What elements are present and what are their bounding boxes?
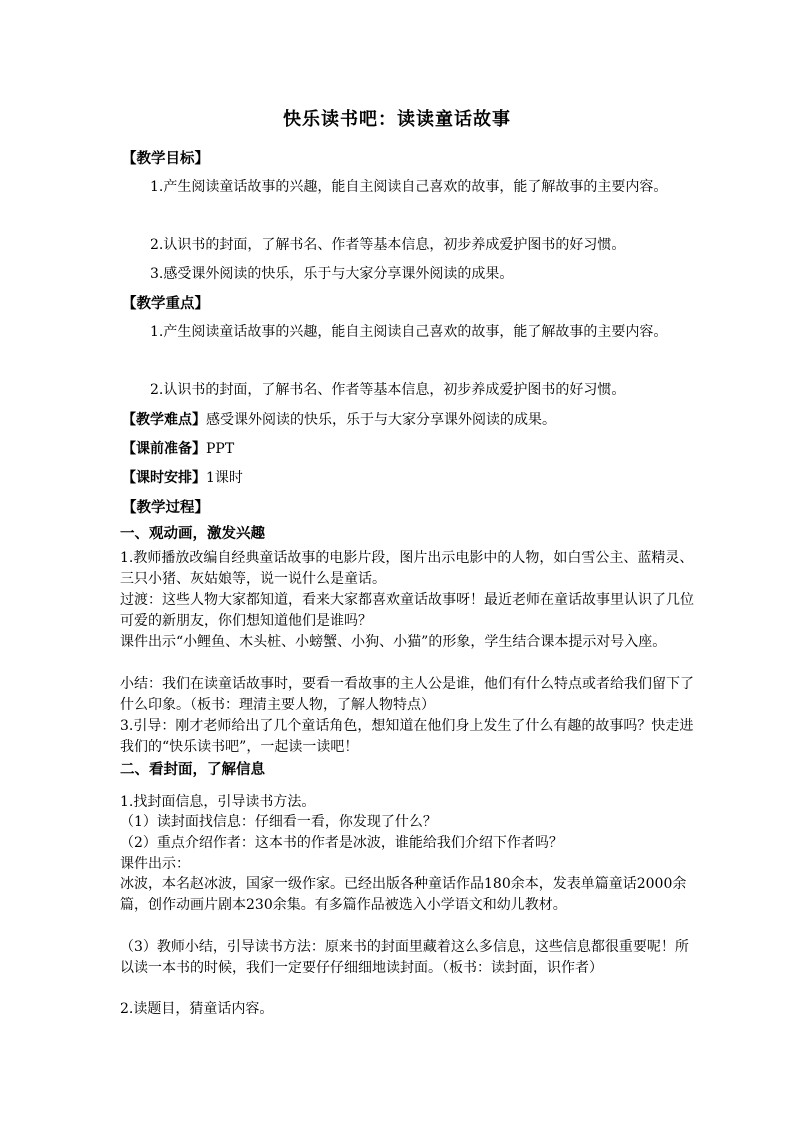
section2-paragraph-4: 课件出示：: [120, 856, 190, 872]
section2-paragraph-2: （1）读封面找信息：仔细看一看，你发现了什么？: [120, 814, 437, 830]
schedule-text: 1课时: [206, 470, 243, 486]
goals-heading: 【教学目标】: [122, 150, 209, 167]
process-heading: 【教学过程】: [122, 499, 209, 516]
section2-paragraph-3: （2）重点介绍作者：这本书的作者是冰波，谁能给我们介绍下作者吗？: [120, 835, 563, 851]
section2-paragraph-6: （3）教师小结，引导读书方法：原来书的封面里藏着这么多信息，这些信息都很重要呢！所以读一本书的时候，我们一定要仔仔细细地读封面。（板书：读封面，识作者）: [120, 939, 689, 976]
goal-item-1: 1.产生阅读童话故事的兴趣，能自主阅读自己喜欢的故事，能了解故事的主要内容。: [150, 179, 668, 195]
section2-paragraph-7: 2.读题目，猜童话内容。: [120, 1001, 274, 1017]
keypoint-item-1: 1.产生阅读童话故事的兴趣，能自主阅读自己喜欢的故事，能了解故事的主要内容。: [150, 324, 668, 340]
section2-paragraph-5: 冰波，本名赵冰波，国家一级作家。已经出版各种童话作品180余本，发表单篇童话2000余篇，创作动画片剧本230余集。有多篇作品被选入小学语文和幼儿教材。: [120, 876, 687, 913]
goal-item-2: 2.认识书的封面，了解书名、作者等基本信息，初步养成爱护图书的好习惯。: [150, 237, 626, 253]
section2-paragraph-1: 1.找封面信息，引导读书方法。: [120, 794, 316, 810]
difficulty-line: [122, 406, 707, 435]
keypoint-item-2: 2.认识书的封面，了解书名、作者等基本信息，初步养成爱护图书的好习惯。: [150, 382, 626, 398]
section1-paragraph-5: 3.引导：刚才老师给出了几个童话角色，想知道在他们身上发生了什么有趣的故事吗？快走进我们的“快乐读书吧”，一起读一读吧！: [120, 718, 694, 755]
keypoints-heading: 【教学重点】: [122, 295, 209, 312]
difficulty-heading: 【教学难点】: [122, 412, 206, 428]
preparation-text: PPT: [206, 441, 235, 457]
document-title: 快乐读书吧：读读童话故事: [283, 109, 511, 130]
schedule-line: [122, 464, 707, 493]
schedule-heading: 【课时安排】: [122, 470, 206, 486]
section1-heading: 一、观动画，激发兴趣: [120, 525, 265, 542]
difficulty-text: 感受课外阅读的快乐，乐于与大家分享课外阅读的成果。: [206, 412, 556, 428]
preparation-line: [122, 435, 707, 464]
preparation-heading: 【课前准备】: [122, 441, 206, 457]
section2-heading: 二、看封面，了解信息: [120, 761, 265, 778]
section1-paragraph-2: 过渡：这些人物大家都知道，看来大家都喜欢童话故事呀！最近老师在童话故事里认识了几位可爱的新朋友，你们想知道他们是谁吗？: [120, 592, 694, 629]
section1-paragraph-4: 小结：我们在读童话故事时，要看一看故事的主人公是谁，他们有什么特点或者给我们留下了什么印象。（板书：理清主要人物，了解人物特点）: [120, 676, 694, 713]
goal-item-3: 3.感受课外阅读的快乐，乐于与大家分享课外阅读的成果。: [150, 266, 514, 282]
section1-paragraph-1: 1.教师播放改编自经典童话故事的电影片段，图片出示电影中的人物，如白雪公主、蓝精灵、三只小猪、灰姑娘等，说一说什么是童话。: [120, 550, 694, 587]
section1-paragraph-3: 课件出示“小鲤鱼、木头桩、小螃蟹、小狗、小猫”的形象，学生结合课本提示对号入座。: [120, 634, 667, 650]
